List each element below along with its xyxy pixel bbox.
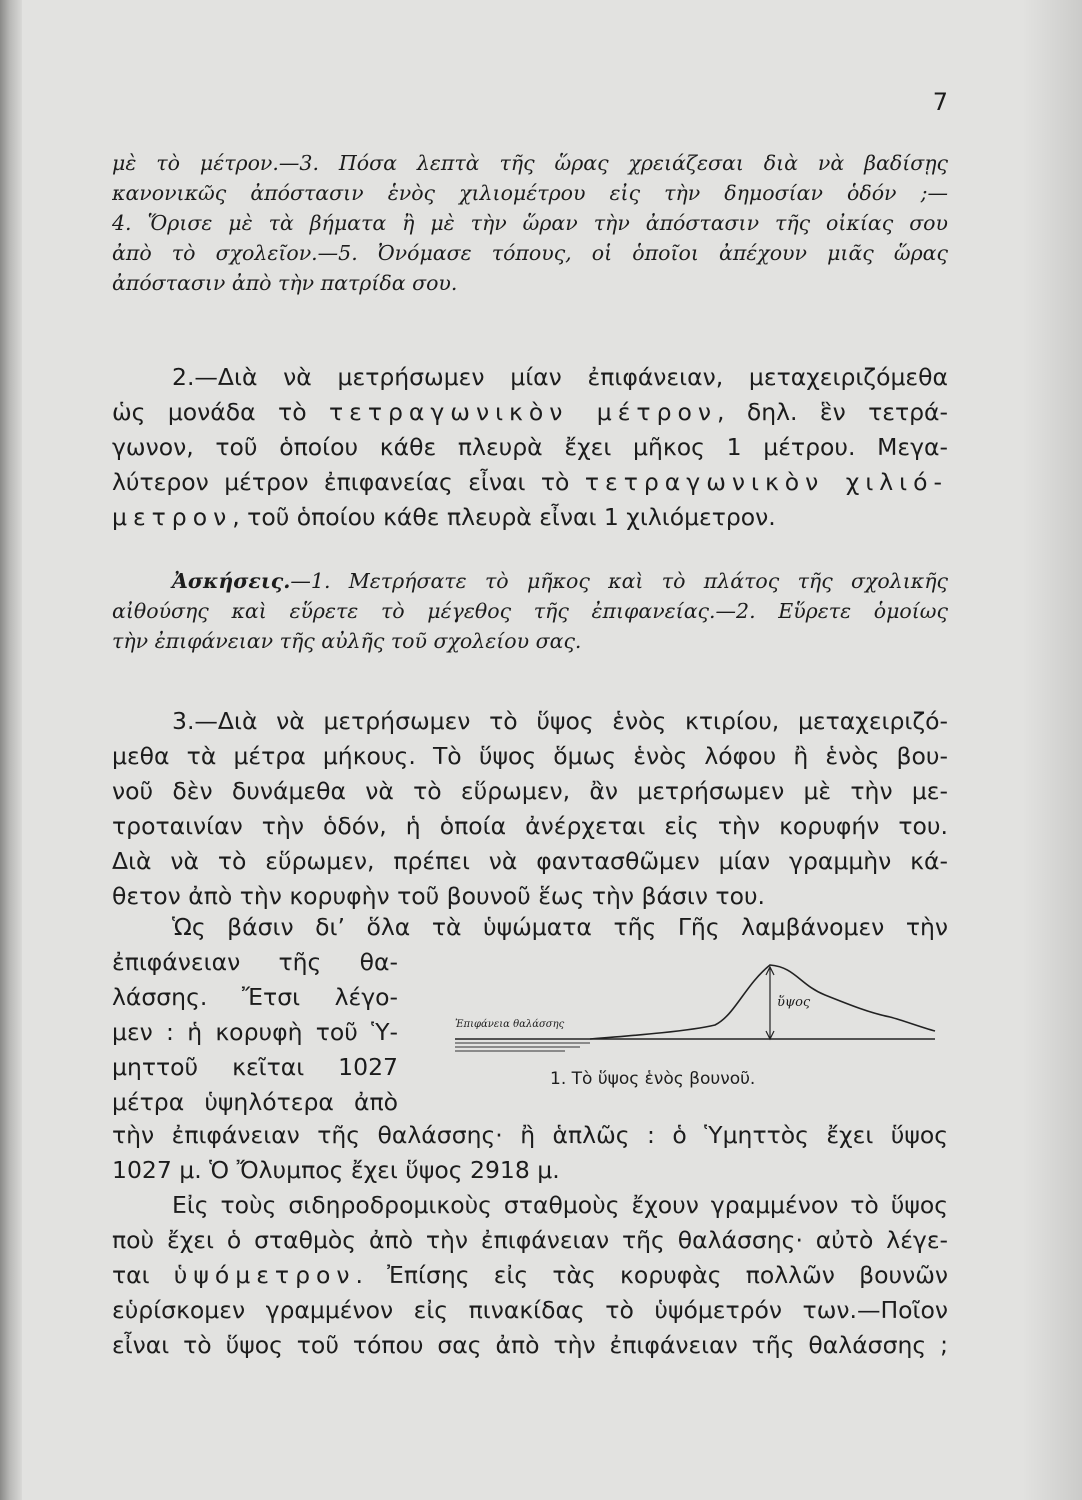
height-label: ὕψος — [777, 995, 811, 1010]
stations-paragraph — [112, 1188, 948, 1363]
text-line: 1027 μ. Ὁ Ὄλυμπος ἔχει ὕψος 2918 μ. — [112, 1156, 560, 1184]
mountain-profile — [590, 965, 935, 1039]
text-line: Ὡς βάσιν δι’ ὅλα τὰ ὑψώματα τῆς Γῆς λαμβάνομεν τὴν — [172, 913, 948, 941]
text-line: κανονικῶς ἀπόστασιν ἑνὸς χιλιομέτρου εἰς τὴν δημοσίαν ὁδόν ;— — [112, 181, 948, 205]
exercises-section-2 — [112, 566, 948, 656]
text-line: γωνον, τοῦ ὁποίου κάθε πλευρὰ ἔχει μῆκος 1 μέτρου. Μεγα- — [112, 433, 948, 461]
text-line: 2.—Διὰ νὰ μετρήσωμεν μίαν ἐπιφάνειαν, μεταχειριζόμεθα — [172, 363, 948, 391]
section-2-paragraph — [112, 360, 948, 535]
spaced-term: ὑψόμετρον — [173, 1261, 356, 1289]
page-number: 7 — [932, 88, 948, 116]
sea-surface-label: Ἐπιφάνεια θαλάσσης — [455, 1019, 565, 1030]
text-line: τροταινίαν τὴν ὁδόν, ἡ ὁποία ἀνέρχεται εἰς τὴν κορυφήν του. — [112, 812, 948, 840]
text-line — [112, 465, 948, 500]
text-line: νοῦ δὲν δυνάμεθα νὰ τὸ εὕρωμεν, ἂν μετρήσωμεν μὲ τὴν με- — [112, 777, 948, 805]
text-line — [112, 500, 948, 535]
text-line: μεθα τὰ μέτρα μήκους. Τὸ ὕψος ὅμως ἑνὸς λόφου ἢ ἑνὸς βου- — [112, 742, 948, 770]
text-fragment: —1. Μετρήσατε τὸ μῆκος καὶ τὸ πλάτος τῆς σχολικῆς — [290, 569, 948, 593]
mountain-height-figure — [440, 955, 940, 1105]
text-fragment: , δηλ. ἓν τετρά- — [717, 398, 948, 426]
text-line: μὲ τὸ μέτρον.—3. Πόσα λεπτὰ τῆς ὥρας χρειάζεσαι διὰ νὰ βαδίσῃς — [112, 151, 948, 175]
text-line: τὴν ἐπιφάνειαν τῆς θαλάσσης· ἢ ἁπλῶς : ὁ Ὑμηττὸς ἔχει ὕψος — [112, 1121, 948, 1149]
text-line: τὴν ἐπιφάνειαν τῆς αὐλῆς τοῦ σχολείου σας. — [112, 629, 582, 653]
exercises-continued — [112, 148, 948, 298]
text-line — [112, 395, 948, 430]
figure-caption: 1. Τὸ ὕψος ἑνὸς βουνοῦ. — [550, 1069, 756, 1089]
text-fragment: . Ἐπίσης εἰς τὰς κορυφὰς πολλῶν βουνῶν — [355, 1261, 948, 1289]
basis-paragraph-narrow — [112, 945, 398, 1120]
text-fragment: , τοῦ ὁποίου κάθε πλευρὰ εἶναι 1 χιλιόμετρον. — [232, 503, 776, 531]
text-line — [112, 566, 948, 596]
text-fragment: ὡς μονάδα τὸ — [112, 398, 329, 426]
text-fragment: ται — [112, 1261, 174, 1289]
text-line: μηττοῦ κεῖται 1027 — [112, 1053, 398, 1081]
text-line: εὑρίσκομεν γραμμένον εἰς πινακίδας τὸ ὑψόμετρόν των.—Ποῖον — [112, 1296, 948, 1324]
text-line: ἀπόστασιν ἀπὸ τὴν πατρίδα σου. — [112, 271, 458, 295]
text-line: ἀπὸ τὸ σχολεῖον.—5. Ὀνόμασε τόπους, οἱ ὁποῖοι ἀπέχουν μιᾶς ὥρας — [112, 241, 948, 265]
spaced-term: τετραγωνικὸν μέτρον — [328, 398, 718, 426]
text-fragment: λύτερον μέτρον ἐπιφανείας εἶναι τὸ — [112, 468, 585, 496]
text-line — [112, 1258, 948, 1293]
text-line: εἶναι τὸ ὕψος τοῦ τόπου σας ἀπὸ τὴν ἐπιφάνειαν τῆς θαλάσσης ; — [112, 1331, 948, 1359]
spaced-term: μετρον — [112, 503, 233, 531]
text-line: λάσσης. Ἔτσι λέγο- — [112, 983, 398, 1011]
mountain-diagram — [440, 955, 940, 1065]
text-line: μέτρα ὑψηλότερα ἀπὸ — [112, 1088, 398, 1116]
basis-paragraph-end — [112, 1118, 948, 1188]
basis-paragraph-start — [112, 910, 948, 945]
text-line: Εἰς τοὺς σιδηροδρομικοὺς σταθμοὺς ἔχουν γραμμένον τὸ ὕψος — [172, 1191, 948, 1219]
text-line: μεν : ἡ κορυφὴ τοῦ Ὑ- — [112, 1018, 398, 1046]
section-3-paragraph — [112, 704, 948, 914]
text-line: θετον ἀπὸ τὴν κορυφὴν τοῦ βουνοῦ ἕως τὴν βάσιν του. — [112, 882, 766, 910]
exercise-heading: Ἀσκήσεις. — [172, 569, 291, 593]
text-line: αἰθούσης καὶ εὕρετε τὸ μέγεθος τῆς ἐπιφανείας.—2. Εὕρετε ὁμοίως — [112, 599, 948, 623]
text-line: 4. Ὅρισε μὲ τὰ βήματα ἢ μὲ τὴν ὥραν τὴν ἀπόστασιν τῆς οἰκίας σου — [112, 211, 948, 235]
text-line: Διὰ νὰ τὸ εὕρωμεν, πρέπει νὰ φαντασθῶμεν μίαν γραμμὴν κά- — [112, 847, 948, 875]
spaced-term: τετραγωνικὸν χιλιό- — [584, 468, 948, 496]
text-line: ἐπιφάνειαν τῆς θα- — [112, 948, 398, 976]
text-line: ποὺ ἔχει ὁ σταθμὸς ἀπὸ τὴν ἐπιφάνειαν τῆς θαλάσσης· αὐτὸ λέγε- — [112, 1226, 948, 1254]
text-line: 3.—Διὰ νὰ μετρήσωμεν τὸ ὕψος ἑνὸς κτιρίου, μεταχειριζό- — [172, 707, 948, 735]
